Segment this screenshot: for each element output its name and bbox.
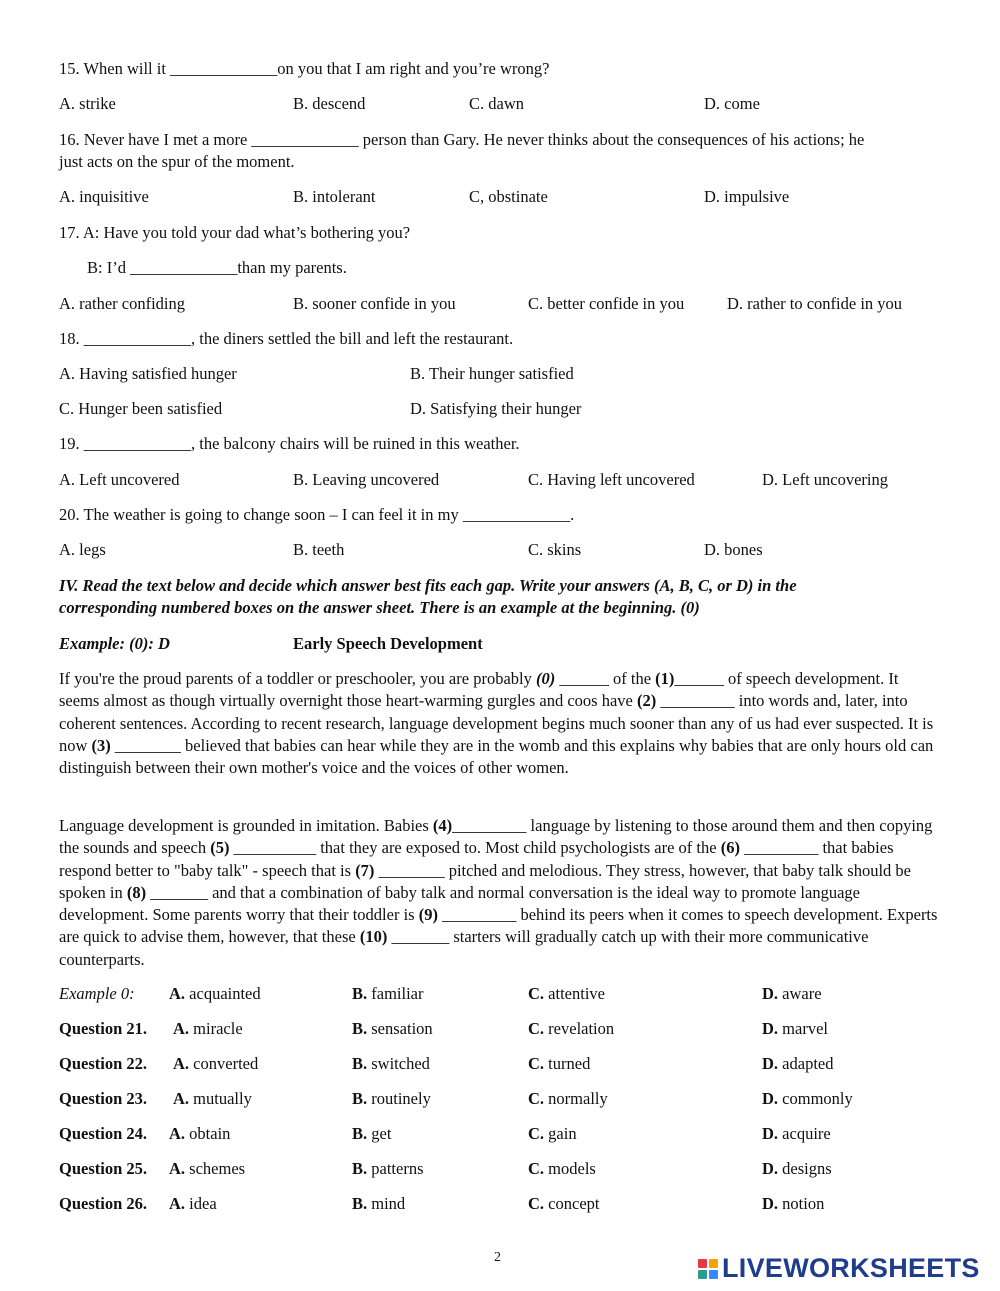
gap-number: (9)	[418, 905, 438, 925]
answer-option-d: D. notion	[762, 1194, 825, 1213]
q15-option-c: C. dawn	[469, 94, 524, 113]
q19-option-b: B. Leaving uncovered	[293, 470, 440, 489]
logo-block-4	[709, 1270, 718, 1279]
logo-block-2	[709, 1259, 718, 1268]
q18-option-b: B. Their hunger satisfied	[410, 364, 574, 383]
gap-number: (8)	[126, 882, 147, 902]
brand-name: LIVEWORKSHEETS	[722, 1253, 980, 1283]
example-0-option-a: A. acquainted	[169, 984, 261, 1003]
question-label: Question 25.	[59, 1159, 148, 1178]
q17-option-a: A. rather confiding	[59, 294, 185, 313]
brand-logo	[698, 1253, 980, 1284]
answer-option-a: A. converted	[173, 1054, 259, 1073]
gap-number: (7)	[355, 860, 375, 880]
answer-option-a: A. mutually	[173, 1089, 252, 1108]
answer-option-d: D. marvel	[762, 1019, 828, 1038]
logo-icon	[698, 1259, 718, 1279]
question-label: Question 24.	[59, 1124, 148, 1143]
answer-option-b: B. switched	[352, 1054, 430, 1073]
passage-text: _______ and that a combination of baby talk and normal conversation is the ideal way to promote language development. Some parents worry that their toddler is	[59, 882, 860, 925]
passage-paragraph-2	[59, 815, 939, 971]
gap-number: (1)	[655, 669, 675, 688]
question-17-reply: B: I’d _____________than my parents.	[87, 258, 347, 277]
q19-option-a: A. Left uncovered	[59, 470, 180, 489]
passage-text: ________ believed that babies can hear while they are in the womb and this explains why babies that are only hours old can distinguish between their own mother's voice and the voices of other women.	[59, 735, 934, 778]
question-16-stem: 16. Never have I met a more _____________ person than Gary. He never thinks about the consequences of his actions; he	[59, 130, 865, 149]
q17-option-b: B. sooner confide in you	[293, 294, 456, 313]
q18-option-c: C. Hunger been satisfied	[59, 399, 223, 418]
question-label: Question 21.	[59, 1019, 148, 1038]
answer-option-b: B. mind	[352, 1194, 406, 1213]
passage-text: _______ starters will gradually catch up with their more communicative counterparts.	[59, 927, 869, 969]
gap-number: (5)	[210, 838, 230, 858]
q18-option-d: D. Satisfying their hunger	[410, 399, 582, 418]
section-iv-instructions: IV. Read the text below and decide which answer best fits each gap. Write your answers (A, B, C, or D) in the	[59, 576, 797, 595]
q16-option-c: C, obstinate	[469, 187, 548, 206]
q16-option-a: A. inquisitive	[59, 187, 149, 206]
q17-option-d: D. rather to confide in you	[727, 294, 903, 313]
answer-option-b: B. patterns	[352, 1159, 424, 1178]
question-15-stem: 15. When will it _____________on you that I am right and you’re wrong?	[59, 59, 550, 78]
example-0-option-d: D. aware	[762, 984, 822, 1003]
q15-option-a: A. strike	[59, 94, 116, 113]
passage-text: _________ that babies respond better to "baby talk" - speech that is	[59, 838, 894, 880]
gap-number: (3)	[91, 735, 111, 755]
question-label: Question 23.	[59, 1089, 148, 1108]
q18-option-a: A. Having satisfied hunger	[59, 364, 237, 383]
passage-text: ________ pitched and melodious. They stress, however, that baby talk should be spoken in	[59, 860, 912, 902]
page-number: 2	[494, 1250, 501, 1265]
gap-number: (4)	[432, 816, 453, 835]
gap-number: (6)	[720, 838, 740, 858]
q17-option-c: C. better confide in you	[528, 294, 685, 313]
answer-option-c: C. gain	[528, 1124, 577, 1143]
passage-title: Early Speech Development	[293, 634, 483, 653]
passage-text: _________ into words and, later, into coherent sentences. According to recent research, language development begins much sooner than any of us had ever suspected. It is now	[59, 691, 934, 755]
passage-text: __________ that they are exposed to. Most child psychologists are of the	[229, 838, 721, 858]
q20-option-b: B. teeth	[293, 540, 345, 559]
answer-option-b: B. routinely	[352, 1089, 431, 1108]
answer-option-d: D. commonly	[762, 1089, 853, 1108]
question-20-stem: 20. The weather is going to change soon – I can feel it in my _____________.	[59, 505, 575, 524]
passage-paragraph-1	[59, 668, 939, 779]
question-label: Question 22.	[59, 1054, 148, 1073]
q15-option-d: D. come	[704, 94, 760, 113]
question-16-stem-cont: just acts on the spur of the moment.	[59, 152, 295, 171]
answer-option-b: B. get	[352, 1124, 392, 1143]
section-iv-instructions-cont: corresponding numbered boxes on the answer sheet. There is an example at the beginning. (0)	[59, 598, 700, 617]
q20-option-a: A. legs	[59, 540, 106, 559]
gap-number: (2)	[636, 691, 657, 711]
question-label: Question 26.	[59, 1194, 148, 1213]
passage-text: _________ language by listening to those around them and then copying the sounds and speech	[59, 816, 933, 858]
answer-option-d: D. designs	[762, 1159, 832, 1178]
answer-option-b: B. sensation	[352, 1019, 433, 1038]
question-18-stem: 18. _____________, the diners settled the bill and left the restaurant.	[59, 329, 514, 348]
q20-option-c: C. skins	[528, 540, 582, 559]
answer-option-c: C. concept	[528, 1194, 600, 1213]
passage-text: ______ of speech development. It seems almost as though virtually overnight those heart-warming gurgles and coos have	[59, 669, 899, 711]
logo-block-1	[698, 1259, 707, 1268]
answer-option-c: C. turned	[528, 1054, 591, 1073]
passage-text: _________ behind its peers when it comes to speech development. Experts are quick to advise them, however, that these	[59, 905, 938, 947]
answer-option-a: A. schemes	[169, 1159, 246, 1178]
answer-option-c: C. normally	[528, 1089, 608, 1108]
q15-option-b: B. descend	[293, 94, 366, 113]
passage-text: Language development is grounded in imitation. Babies	[59, 816, 433, 835]
answer-option-d: D. acquire	[762, 1124, 831, 1143]
example-0-option-c: C. attentive	[528, 984, 605, 1003]
question-19-stem: 19. _____________, the balcony chairs will be ruined in this weather.	[59, 434, 520, 453]
q19-option-c: C. Having left uncovered	[528, 470, 695, 489]
question-17-stem: 17. A: Have you told your dad what’s bothering you?	[59, 223, 411, 242]
q19-option-d: D. Left uncovering	[762, 470, 888, 489]
answer-option-a: A. idea	[169, 1194, 217, 1213]
answer-option-c: C. models	[528, 1159, 596, 1178]
q16-option-d: D. impulsive	[704, 187, 790, 206]
answer-option-a: A. obtain	[169, 1124, 231, 1143]
answer-option-d: D. adapted	[762, 1054, 834, 1073]
q16-option-b: B. intolerant	[293, 187, 376, 206]
example-0-label: Example 0:	[59, 984, 135, 1003]
gap-number: (10)	[359, 927, 388, 947]
example-heading: Example: (0): D	[59, 634, 170, 653]
example-0-option-b: B. familiar	[352, 984, 424, 1003]
passage-text: ______ of the	[555, 669, 656, 688]
answer-option-c: C. revelation	[528, 1019, 615, 1038]
passage-text: If you're the proud parents of a toddler or preschooler, you are probably	[59, 669, 536, 688]
logo-block-3	[698, 1270, 707, 1279]
q20-option-d: D. bones	[704, 540, 763, 559]
answer-option-a: A. miracle	[173, 1019, 243, 1038]
gap-number: (0)	[535, 669, 556, 688]
